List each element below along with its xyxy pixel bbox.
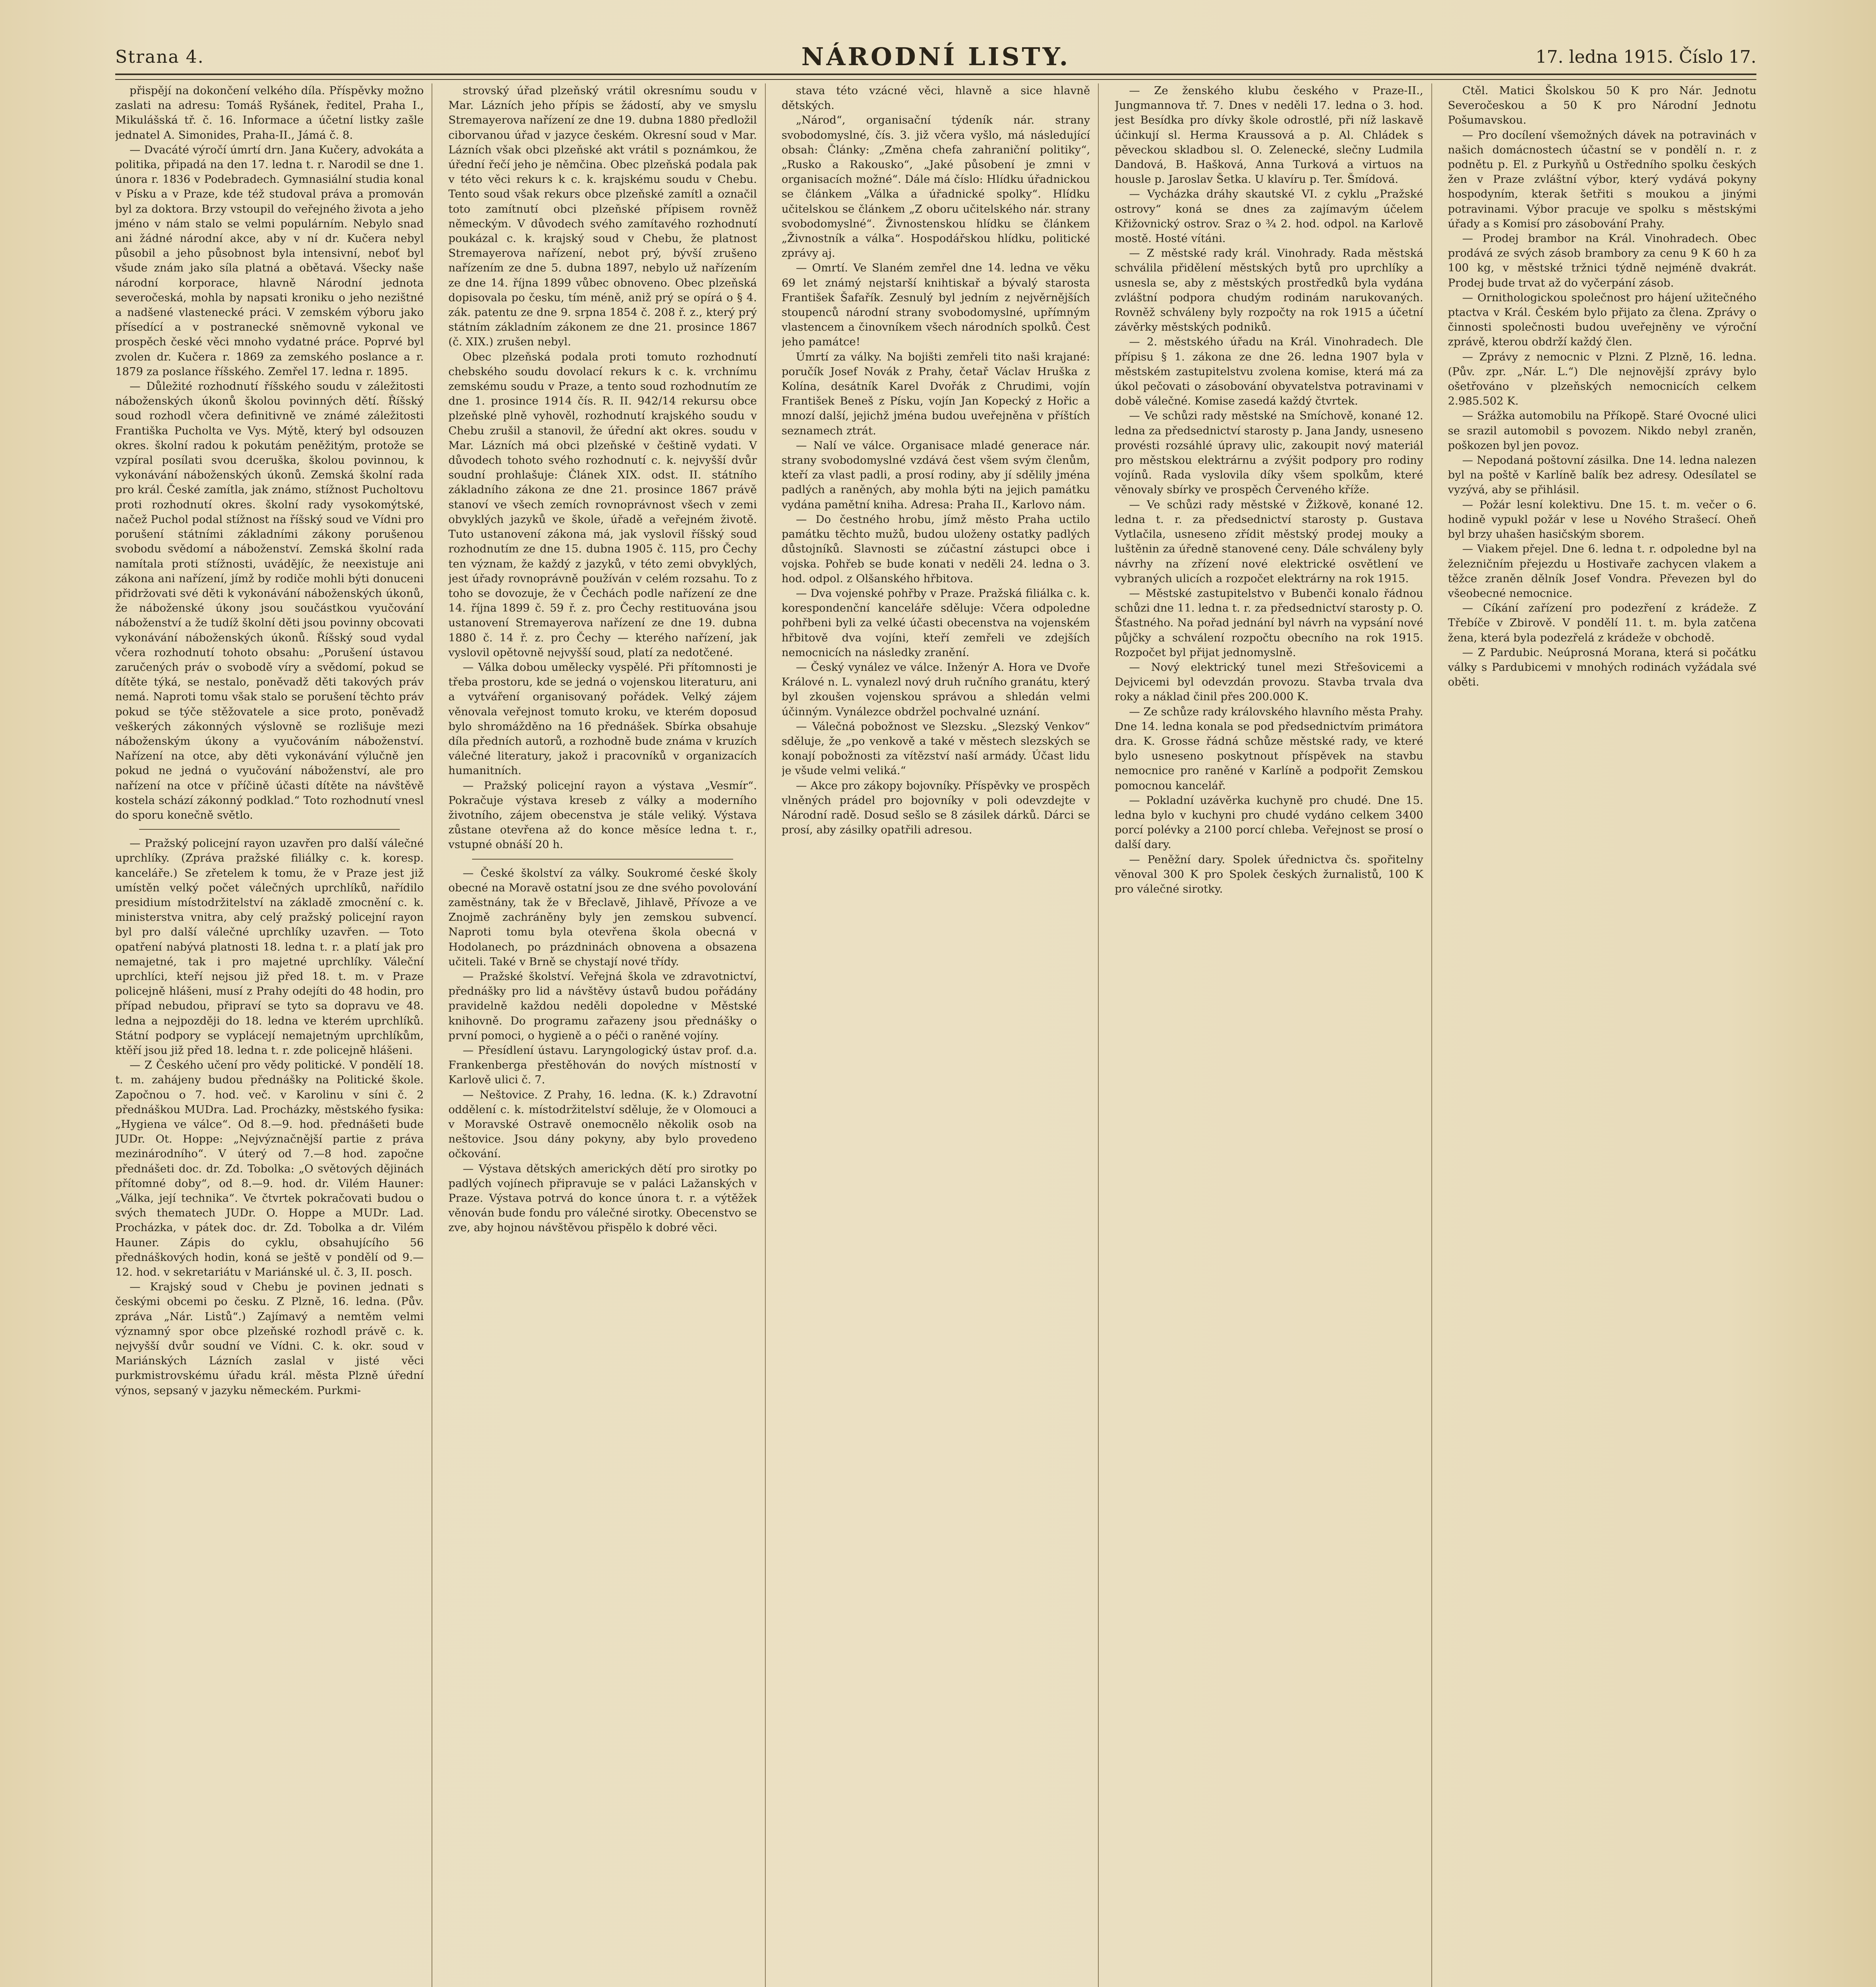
article-paragraph: — Zprávy z nemocnic v Plzni. Z Plzně, 16. ledna. (Pův. zpr. „Nár. L.“) Dle nejnovější zprávy bylo ošetřováno v plzeňských nemocnicích celkem 2.985.502 K. (1448, 350, 1757, 408)
column-5 (1448, 83, 1756, 1987)
article-paragraph: — Pro docílení všemožných dávek na potravinách v našich domácnostech účastní se v pondělí n. r. z podnětu p. El. z Purkyňů u Ostředního spolku českých žen v Praze zvláštní výbor, který vydává pokyny hospodyním, kterak šetřiti s moukou a jinými potravinami. Výbor pracuje ve spolku s městskými úřady a s Komisí pro zásobování Prahy. (1448, 128, 1757, 230)
article-paragraph: — Válečná pobožnost ve Slezsku. „Slezský Venkov“ sděluje, že „po venkově a také v městech slezských se konají pobožnosti za vítězství naší armády. Účast lidu je všude velmi veliká.“ (781, 720, 1090, 777)
page-header (115, 40, 1756, 72)
column-4 (1115, 83, 1432, 1987)
article-paragraph: — Ve schůzi rady městské v Žižkově, konané 12. ledna t. r. za předsednictví starosty p. Gustava Vytlačila, usneseno zřídit městský prodej mouky a luštěnin za úředně stanovené ceny. Dále schváleny byly návrhy na zřízení nové elektrické osvětlení ve vybraných ulicích a rozpočet elektrárny na rok 1915. (1115, 498, 1423, 585)
article-paragraph: — Ze ženského klubu českého v Praze-II., Jungmannova tř. 7. Dnes v neděli 17. ledna o 3. hod. jest Besídka pro dívky škole odrostlé, při níž laskavě účinkují sl. Herma Kraussová a p. Al. Chládek s pěveckou skladbou sl. O. Zelenecké, slečny Ludmila Dandová, B. Hašková, Anna Turková a virtuos na housle p. Jaroslav Šetka. U klavíru p. Ter. Šmídová. (1115, 84, 1423, 186)
column-1 (115, 83, 432, 1987)
column-2 (448, 83, 765, 1987)
article-paragraph: — Vycházka dráhy skautské VI. z cyklu „Pražské ostrovy“ koná se dnes za zajímavým účelem Křižovnický ostrov. Sraz o ¾ 2. hod. odpol. na Karlově mostě. Hosté vítáni. (1115, 188, 1423, 245)
article-paragraph: — Z městské rady král. Vinohrady. Rada městská schválila přidělení městských bytů pro uprchlíky a usnesla se, aby z městských prostředků byla vydána zvláštní podpora chudým rodinám narukovaných. Rovněž schváleny byly rozpočty na rok 1915 a účetní závěrky městských podniků. (1115, 247, 1423, 334)
article-paragraph: — Ze schůze rady královského hlavního města Prahy. Dne 14. ledna konala se pod předsednictvím primátora dra. K. Grosse řádná schůze městské rady, ve které bylo usneseno poskytnout příspěvek na stavbu nemocnice pro raněné v Karlíně a podpořit Zemskou pomocnou kancelář. (1115, 705, 1423, 792)
article-paragraph: — České školství za války. Soukromé české školy obecné na Moravě ostatní jsou ze dne svého povolování zaměstnány, tak že v Břeclavě, Jihlavě, Přívoze a ve Znojmě zachráněny byly jen zemskou subvencí. Naproti tomu byla otevřena škola obecná v Hodolanech, po prázdninách obnovena a obsazena učiteli. Také v Brně se chystají nové třídy. (448, 866, 757, 968)
article-paragraph: — Český vynález ve válce. Inženýr A. Hora ve Dvoře Králové n. L. vynalezl nový druh ručního granátu, který byl zkoušen vojenskou správou a shledán velmi účinným. Vynálezce obdržel pochvalné uznání. (781, 660, 1090, 718)
column-3 (782, 83, 1099, 1987)
article-paragraph: — Nový elektrický tunel mezi Střešovicemi a Dejvicemi byl odevzdán provozu. Stavba trvala dva roky a náklad činil přes 200.000 K. (1115, 660, 1423, 703)
article-paragraph: — 2. městského úřadu na Král. Vinohradech. Dle přípisu § 1. zákona ze dne 26. ledna 1907 byla v městském zastupitelstvu zvolena komise, která má za úkol pečovati o zásobování obyvatelstva potravinami v době válečné. Komise zasedá každý čtvrtek. (1115, 335, 1423, 408)
article-paragraph: — Dvacáté výročí úmrtí drn. Jana Kučery, advokáta a politika, připadá na den 17. ledna t. r. Narodil se dne 1. února r. 1836 v Podebradech. Gymnasiální studia konal v Písku a v Praze, kde též studoval práva a promován byl za doktora. Brzy vstoupil do veřejného života a jeho jméno v nám stalo se velmi populárním. Nebylo snad ani žádné národní akce, aby v ní dr. Kučera nebyl působil a jeho působnost byla intensivní, neboť byl všude znám jako síla platná a obětavá. Všecky naše národní korporace, hlavně Národní jednota severočeská, mohla by napsati kroniku o jeho nezištné a nadšené vlastenecké práci. V zemském výboru jako přísedící a v postranecké sněmovně vykonal ve prospěch české věci mnoho vydatné práce. Poprvé byl zvolen dr. Kučera r. 1869 za zemského poslance a r. 1879 za poslance říšského. Zemřel 17. ledna r. 1895. (115, 143, 424, 378)
article-paragraph: — Viakem přejel. Dne 6. ledna t. r. odpoledne byl na železničním přejezdu u Hostivaře zachycen vlakem a těžce zraněn dělník Josef Vondra. Převezen byl do všeobecné nemocnice. (1448, 542, 1757, 600)
header-rule (115, 74, 1756, 80)
article-paragraph: — Pražské školství. Veřejná škola ve zdravotnictví, přednášky pro lid a návštěvy ústavů budou pořádány pravidelně každou neděli dopoledne v Městské knihovně. Do programu zařazeny jsou přednášky o první pomoci, o hygieně a o péči o raněné vojíny. (448, 970, 757, 1042)
article-paragraph: — Z Pardubic. Neúprosná Morana, která si počátku války s Pardubicemi v mnohých rodinách vyžádala své oběti. (1448, 646, 1757, 689)
article-paragraph: stava této vzácné věci, hlavně a sice hlavně dětských. (781, 84, 1090, 112)
article-paragraph: strovský úřad plzeňský vrátil okresnímu soudu v Mar. Lázních jeho přípis se žádostí, aby ve smyslu Stremayerova nařízení ze dne 19. dubna 1880 předložil ciborvanou úřad v jazyce českém. Okresní soud v Mar. Lázních však obci plzeňské akt vrátil s poznámkou, že úřední řečí jeho je němčina. Obec plzeňská podala pak v této věci rekurs k c. k. krajskému soudu v Chebu. Tento soud však rekurs obce plzeňské zamítl a označil toto zamítnutí obci plzeňské přípisem rovněž německým. V důvodech svého zamítavého rozhodnutí poukázal c. k. krajský soud v Chebu, že platnost Stremayerova nařízení, nebot prý, bývší zrušeno nařízením ze dne 5. dubna 1897, nebylo už nařízením ze dne 14. října 1899 vůbec obnoveno. Obec plzeňská dopisovala po česku, tím méně, aniž prý se opírá o § 4. zák. patentu ze dne 9. srpna 1854 č. 208 ř. z., který prý státním základním zákonem ze dne 21. prosince 1867 (č. XIX.) zrušen nebyl. (448, 84, 757, 349)
article-paragraph: — Výstava dětských amerických dětí pro sirotky po padlých vojínech připravuje se v paláci Lažanských v Praze. Výstava potrvá do konce února t. r. a výtěžek věnován bude fondu pro válečné sirotky. Obecenstvo se zve, aby hojnou návštěvou přispělo k dobré věci. (448, 1162, 757, 1234)
article-paragraph: — Neštovice. Z Prahy, 16. ledna. (K. k.) Zdravotní oddělení c. k. místodržitelství sděluje, že v Olomouci a v Moravské Ostravě onemocnělo několik osob na neštovice. Jsou dány pokyny, aby bylo provedeno očkování. (448, 1088, 757, 1160)
article-paragraph: — Ornithologickou společnost pro hájení užitečného ptactva v Král. Českém bylo přijato za člena. Zprávy o činnosti společnosti budou uveřejněny ve výroční zprávě, kterou obdrží každý člen. (1448, 291, 1757, 349)
article-paragraph: — Do čestného hrobu, jímž město Praha uctilo památku těchto mužů, budou uloženy ostatky padlých důstojníků. Slavnosti se zúčastní zástupci obce i vojska. Pohřeb se bude konati v neděli 24. ledna o 3. hod. odpol. z Olšanského hřbitova. (781, 513, 1090, 585)
article-paragraph: Úmrtí za války. Na bojišti zemřeli tito naši krajané: poručík Josef Novák z Prahy, četař Václav Hruška z Kolína, desátník Karel Dvořák z Chrudimi, vojín František Beneš z Písku, vojín Jan Kopecký z Hořic a mnozí další, jejichž jména budou uveřejněna v příštích seznamech ztrát. (781, 350, 1090, 437)
article-paragraph: Obec plzeňská podala proti tomuto rozhodnutí chebského soudu dovolací rekurs k c. k. vrchnímu zemskému soudu v Praze, a tento soud rozhodnutím ze dne 1. prosince 1914 čís. R. II. 942/14 rekursu obce plzeňské plně vyhověl, rozhodnutí krajského soudu v Chebu zrušil a stanovil, že úřední akt okres. soudu v Mar. Lázních má obci plzeňské v češtině vydati. V důvodech tohoto svého rozhodnutí c. k. nejvyšší dvůr soudní prohlašuje: Článek XIX. odst. II. státního základního zákona ze dne 21. prosince 1867 právě stanoví ve všech zemích rovnoprávnost všech v zemi obvyklých jazyků ve škole, úřadě a veřejném životě. Tuto ustanovení zákona má, jak vyslovil říšský soud rozhodnutím ze dne 15. dubna 1905 č. 115, pro Čechy ten význam, že každý z jazyků, v této zemi obvyklých, jest úřady rovnoprávně používán v celém rozsahu. To z toho se dovozuje, že v Čechách podle nařízení ze dne 14. října 1899 č. 59 ř. z. pro Čechy restituována jsou ustanovení Stremayerova nařízení ze dne 19. dubna 1880 č. 14 ř. z. pro Čechy — kterého nařízení, jak vyslovil opětovně nejvyšší soud, platí za nedotčené. (448, 350, 757, 659)
article-paragraph: „Národ“, organisační týdeník nár. strany svobodomyslné, čís. 3. již včera vyšlo, má následující obsah: Články: „Změna chefa zahraniční politiky“, „Rusko a Rakousko“, „Jaké působení je zmni v organisacích možné“. Dále má číslo: Hlídku úřadnickou se článkem „Válka a úřadnické spolky“. Hlídku učitelskou se článkem „Z oboru učitelského nár. strany svobodomyslné“. Živnostenskou hlídku se článkem „Živnostník a válka“. Hospodářskou hlídku, politické zprávy aj. (781, 114, 1090, 260)
article-divider (472, 859, 733, 860)
issue-date: 17. ledna 1915. Číslo 17. (1535, 47, 1756, 67)
article-paragraph: — Pokladní uzávěrka kuchyně pro chudé. Dne 15. ledna bylo v kuchyni pro chudé vydáno celkem 3400 porcí polévky a 2100 porcí chleba. Veřejnost se prosí o další dary. (1115, 794, 1423, 851)
article-paragraph: — Městské zastupitelstvo v Bubenči konalo řádnou schůzi dne 11. ledna t. r. za předsednictví starosty p. O. Šťastného. Na pořad jednání byl návrh na vypsání nové půjčky a schválení rozpočtu obecního na rok 1915. Rozpočet byl přijat jednomyslně. (1115, 587, 1423, 659)
article-paragraph: — Pražský policejní rayon a výstava „Vesmír“. Pokračuje výstava kreseb z války a moderního životního, zájem obecenstva je stále veliký. Výstava zůstane otevřena až do konce měsíce ledna t. r., vstupné obnáší 20 h. (448, 779, 757, 851)
article-paragraph: — Peněžní dary. Spolek úřednictva čs. spořitelny věnoval 300 K pro Spolek českých žurnalistů, 100 K pro válečné sirotky. (1115, 853, 1423, 895)
article-paragraph: — Z Českého učení pro vědy politické. V pondělí 18. t. m. zahájeny budou přednášky na Politické škole. Započnou o 7. hod. več. v Karolinu v síni č. 2 přednáškou MUDra. Lad. Procházky, městského fysika: „Hygiena ve válce“. Od 8.—9. hod. přednášeti bude JUDr. Ot. Hoppe: „Nejvýznačnější partie z práva mezinárodního“. V úterý od 7.—8 hod. započne přednášeti doc. dr. Zd. Tobolka: „O světových dějinách přítomné doby“, od 8.—9. hod. dr. Vilém Hauner: „Válka, její technika“. Ve čtvrtek pokračovati budou o svých thematech JUDr. O. Hoppe a MUDr. Lad. Procházka, v pátek doc. dr. Zd. Tobolka a dr. Vilém Hauner. Zápis do cyklu, obsahujícího 56 přednáškových hodin, koná se ještě v pondělí od 9.—12. hod. v sekretariátu v Mariánské ul. č. 3, II. posch. (115, 1059, 424, 1279)
article-paragraph: — Srážka automobilu na Příkopě. Staré Ovocné ulici se srazil automobil s povozem. Nikdo nebyl zraněn, poškozen byl jen povoz. (1448, 409, 1757, 452)
article-paragraph: přispějí na dokončení velkého díla. Příspěvky možno zaslati na adresu: Tomáš Ryšánek, ředitel, Praha I., Mikulášská tř. č. 16. Informace a účetní listky zašle jednatel A. Simonides, Praha-II., Jámá č. 8. (115, 84, 424, 141)
article-paragraph: — Prodej brambor na Král. Vinohradech. Obec prodává ze svých zásob brambory za cenu 9 K 60 h za 100 kg, v městské tržnici týdně nejméně dvakrát. Prodej bude trvat až do vyčerpání zásob. (1448, 232, 1757, 289)
article-divider (139, 829, 400, 830)
article-paragraph: — Ve schůzi rady městské na Smíchově, konané 12. ledna za předsednictví starosty p. Jana Jandy, usneseno provésti rozsáhlé úpravy ulic, zakoupit nový materiál pro městskou elektrárnu a zvýšit podpory pro rodiny vojínů. Rada vyslovila díky všem spolkům, které věnovaly sbírky ve prospěch Červeného kříže. (1115, 409, 1423, 496)
article-paragraph: Ctěl. Matici Školskou 50 K pro Nár. Jednotu Severočeskou a 50 K pro Národní Jednotu Pošumavskou. (1448, 84, 1757, 127)
article-columns (115, 83, 1756, 1987)
article-paragraph: — Cíkání zařízení pro podezření z krádeže. Z Třebíče v Zbirově. V pondělí 11. t. m. byla zatčena žena, která byla podezřelá z krádeže v obchodě. (1448, 602, 1757, 644)
page-number: Strana 4. (115, 47, 204, 67)
article-paragraph: — Nalí ve válce. Organisace mladé generace nár. strany svobodomyslné vzdává čest všem svým členům, kteří za vlast padli, a prosí rodiny, aby jí sdělily jména padlých a raněných, aby mohla býti na jejich památku vydána pamětní kniha. Adresa: Praha II., Karlovo nám. (781, 439, 1090, 511)
article-paragraph: — Krajský soud v Chebu je povinen jednati s českými obcemi po česku. Z Plzně, 16. ledna. (Pův. zpráva „Nár. Listů“.) Zajímavý a nemtěm velmi významný spor obce plzeňské rozhodl právě c. k. nejvyšší dvůr soudní ve Vídni. C. k. okr. soud v Mariánských Lázních zaslal v jisté věci purkmistrovskému úřadu král. města Plzně úřední výnos, sepsaný v jazyku německém. Purkmi- (115, 1280, 424, 1397)
article-paragraph: — Nepodaná poštovní zásilka. Dne 14. ledna nalezen byl na poště v Karlíně balík bez adresy. Odesílatel se vyzývá, aby se přihlásil. (1448, 454, 1757, 496)
article-paragraph: — Dva vojenské pohřby v Praze. Pražská filiálka c. k. korespondenční kanceláře sděluje: Včera odpoledne pohřbeni byli za velké účasti obecenstva na vojenském hřbitově dva vojíni, kteří zemřeli ve zdejších nemocnicích na následky zranění. (781, 587, 1090, 659)
article-paragraph: — Akce pro zákopy bojovníky. Příspěvky ve prospěch vlněných prádel pro bojovníky v poli odevzdejte v Národní radě. Dosud sešlo se 8 zásilek dárků. Dárci se prosí, aby zásilky opatřili adresou. (781, 779, 1090, 837)
article-paragraph: — Pražský policejní rayon uzavřen pro další válečné uprchlíky. (Zpráva pražské filiálky c. k. koresp. kanceláře.) Se zřetelem k tomu, že v Praze jest již umístěn velký počet válečných uprchlíků, nařídilo presidium místodržitelství na základě zmocnění c. k. ministerstva vnitra, aby celý pražský policejní rayon byl pro další válečné uprchlíky uzavřen. — Toto opatření nabývá platnosti 18. ledna t. r. a platí jak pro nemajetné, tak i pro majetné uprchlíky. Váleční uprchlíci, kteří nejsou již před 18. t. m. v Praze policejně hlášeni, musí z Prahy odejíti do 48 hodin, pro případ nebudou, připraví se tyto sa dopravu ve 48. ledna a nejpozději do 18. ledna ve kterém uprchlíků. Státní podpory se vyplácejí nemajetným uprchlíkům, ktěří jsou již před 18. ledna t. r. zde policejně hlášeni. (115, 837, 424, 1057)
article-paragraph: — Omrtí. Ve Slaném zemřel dne 14. ledna ve věku 69 let známý nejstarší knihtiskař a bývalý starosta František Šafařík. Zesnulý byl jedním z nejvěrnějších stoupenců národní strany svobodomyslné, upřímným vlastencem a činovníkem všech národních spolků. Čest jeho památce! (781, 261, 1090, 349)
article-paragraph: — Válka dobou umělecky vyspělé. Při přítomnosti je třeba prostoru, kde se jedná o vojenskou literaturu, ani a vytváření organisovaný pořádek. Velký zájem věnovala veřejnost tomuto kroku, ve kterém doposud bylo shromážděno na 16 přednášek. Sbírka obsahuje díla předních autorů, a rozhodně bude známa v kruzích válečné literatury, jakož i pracovníků v organizacích humanitních. (448, 660, 757, 777)
article-paragraph: — Přesídlení ústavu. Laryngologický ústav prof. d.a. Frankenberga přestěhován do nových místností v Karlově ulici č. 7. (448, 1044, 757, 1086)
article-paragraph: — Požár lesní kolektivu. Dne 15. t. m. večer o 6. hodině vypukl požár v lese u Nového Strašecí. Oheň byl brzy uhašen hasičským sborem. (1448, 498, 1757, 541)
masthead-title: NÁRODNÍ LISTY. (801, 42, 1071, 71)
article-paragraph: — Důležité rozhodnutí říšského soudu v záležitosti náboženských úkonů školou povinných dětí. Říšský soud rozhodl včera definitivně ve známé záležitosti Františka Pucholta ve Vys. Mýtě, který byl odsouzen okres. školní radou k pokutám peněžitým, protože se vzpíral posílati svou dceruška, školou povinnou, k vykonávání náboženských úkonů. Zemská školní rada pro král. České zamítla, jak známo, stížnost Pucholtovu proti rozhodnutí okres. školní rady vysokomýtské, načež Puchol podal stížnost na říšský soud ve Vídni pro porušení státními základními zákony porušenou svobodu svědomí a náboženství. Zemská školní rada namítala proti stížnosti, uvádějíc, že neexistuje ani zákona ani nařízení, jímž by rodiče mohli býti donuceni přidržovati své děti k vykonávání náboženských úkonů, že náboženské úkony jsou součástkou vyučování náboženství a že tudíž školní děti jsou povinny obcovati vykonávání náboženských úkonů. Říšský soud vydal včera rozhodnutí tohoto obsahu: „Porušení ústavou zaručených práv o svobodě víry a svědomí, pokud se dítěte týká, se nestalo, poněvadž děti takových práv nemá. Naproti tomu však stalo se porušení těchto práv pokud se týče stěžovatele a sice proto, poněvadž veškerých zákonných výslovně se rozlišuje mezi náboženským úkony a vyučováním náboženství. Nařízení na otce, aby děti vykonávání výlučně jen pokud ne jedná o vyučování náboženství, ale pro nařízení na otce v příčině účasti dítěte na návštěvě kostela schází zákonný podklad.“ Toto rozhodnutí vnesl do sporu konečně světlo. (115, 380, 424, 821)
